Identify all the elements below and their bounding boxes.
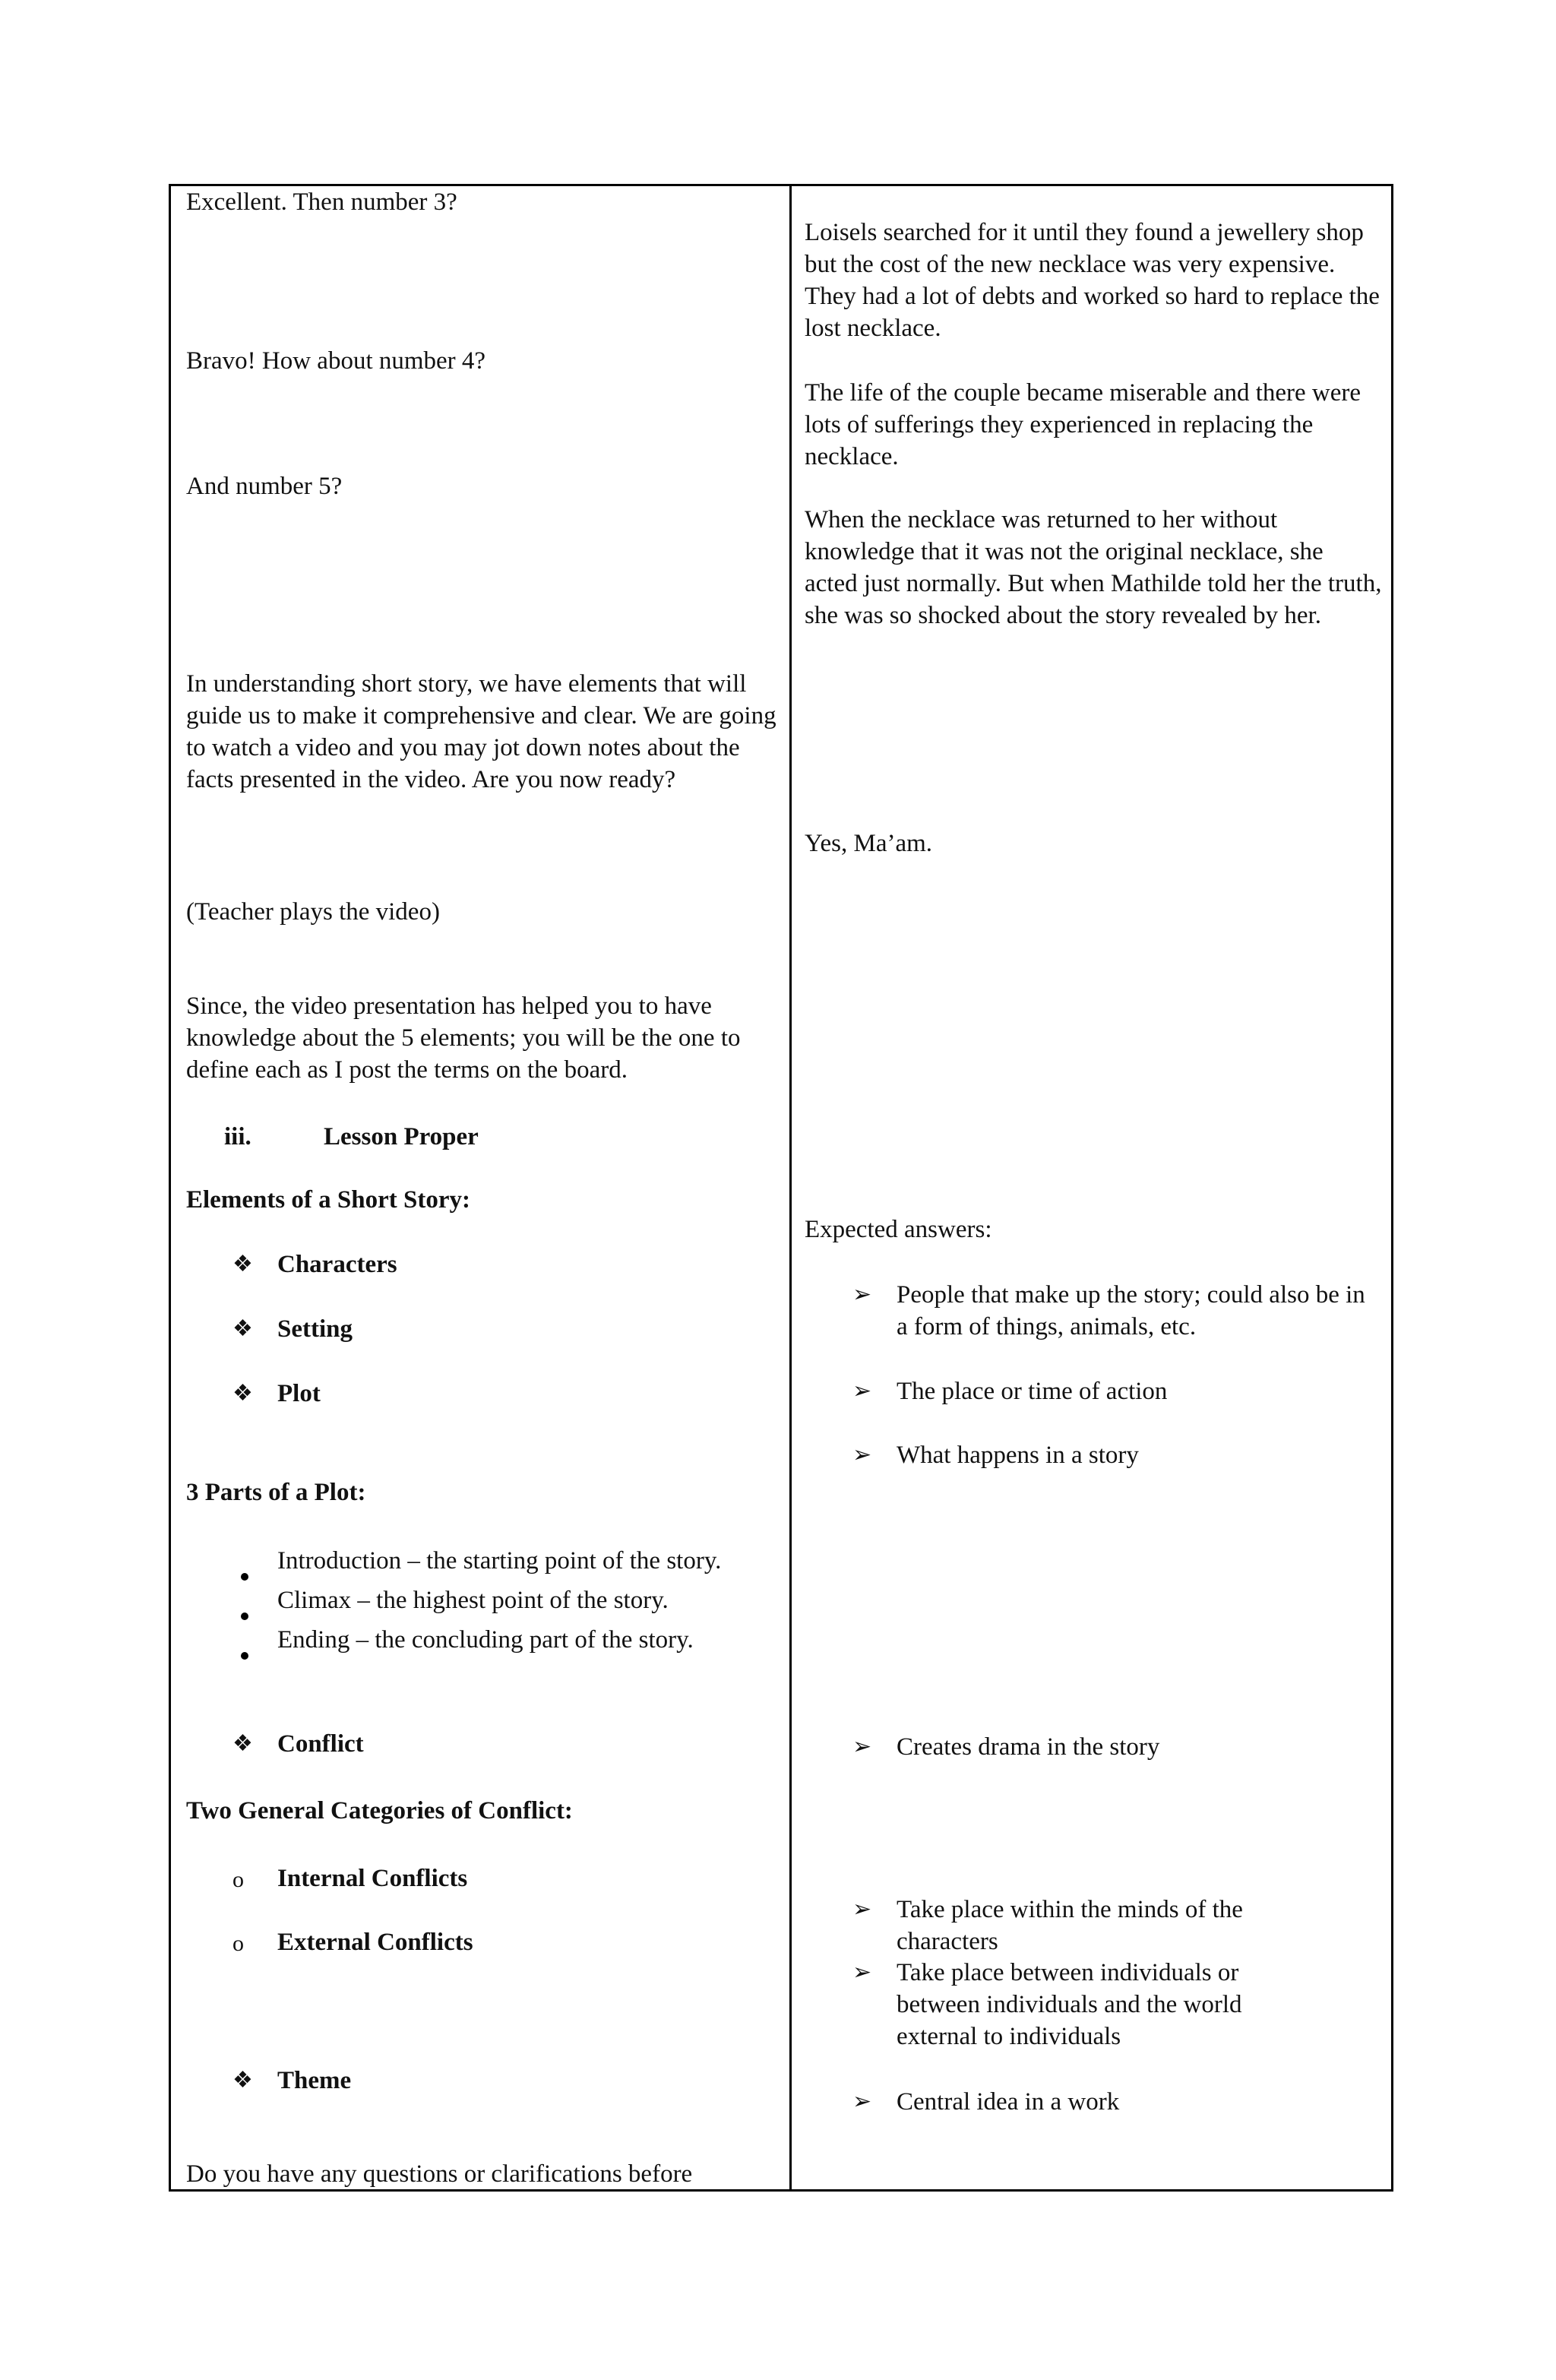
student-answer-4: The life of the couple became miserable and there were lots of sufferings they experienced in replacing the necklace. bbox=[805, 379, 1362, 470]
diamond-bullet-icon: ❖ bbox=[232, 2068, 253, 2093]
plot-part-introduction: Introduction – the starting point of the story. bbox=[277, 1547, 722, 1575]
lesson-table bbox=[169, 184, 1393, 2192]
arrow-bullet-icon: ➢ bbox=[852, 1960, 872, 1985]
answer-external-conflict: Take place between individuals or between individuals and the world external to individuals bbox=[897, 1959, 1242, 2050]
student-ready-reply: Yes, Ma’am. bbox=[805, 830, 933, 857]
diamond-bullet-icon: ❖ bbox=[232, 1381, 253, 1406]
teacher-line-number-4: Bravo! How about number 4? bbox=[186, 347, 486, 375]
diamond-bullet-icon: ❖ bbox=[232, 1731, 253, 1756]
element-setting: Setting bbox=[277, 1315, 353, 1343]
arrow-bullet-icon: ➢ bbox=[852, 1442, 872, 1467]
closing-question: Do you have any questions or clarifications before bbox=[186, 2160, 693, 2188]
answer-characters: People that make up the story; could also be in a form of things, animals, etc. bbox=[897, 1281, 1365, 1340]
plot-parts-heading: 3 Parts of a Plot: bbox=[186, 1479, 366, 1506]
student-column bbox=[792, 186, 1391, 2189]
arrow-bullet-icon: ➢ bbox=[852, 1734, 872, 1759]
expected-answers-heading: Expected answers: bbox=[805, 1216, 992, 1243]
student-answer-3: Loisels searched for it until they found a jewellery shop but the cost of the new necklace was very expensive. They had a lot of debts and worked so hard to replace the lost necklace. bbox=[805, 219, 1380, 342]
answer-internal-conflict: Take place within the minds of the characters bbox=[897, 1896, 1243, 1955]
bullet-dot-icon bbox=[241, 1597, 248, 1629]
circle-bullet-icon: o bbox=[232, 1931, 244, 1956]
bullet-dot-icon bbox=[241, 1637, 248, 1669]
bullet-dot-icon bbox=[241, 1558, 248, 1590]
answer-setting: The place or time of action bbox=[897, 1378, 1168, 1405]
section-numeral: iii. bbox=[224, 1123, 251, 1150]
conflict-internal: Internal Conflicts bbox=[277, 1865, 468, 1892]
teacher-line-number-5: And number 5? bbox=[186, 473, 343, 500]
diamond-bullet-icon: ❖ bbox=[232, 1316, 253, 1341]
element-plot: Plot bbox=[277, 1380, 321, 1407]
arrow-bullet-icon: ➢ bbox=[852, 1282, 872, 1307]
diamond-bullet-icon: ❖ bbox=[232, 1252, 253, 1277]
answer-conflict: Creates drama in the story bbox=[897, 1733, 1160, 1761]
answer-theme: Central idea in a work bbox=[897, 2088, 1120, 2116]
circle-bullet-icon: o bbox=[232, 1867, 244, 1892]
conflict-categories-heading: Two General Categories of Conflict: bbox=[186, 1797, 573, 1825]
conflict-external: External Conflicts bbox=[277, 1929, 473, 1956]
teacher-define-elements: Since, the video presentation has helped you to have knowledge about the 5 elements; you will be the one to define each as I post the terms on the board. bbox=[186, 992, 741, 1084]
elements-heading: Elements of a Short Story: bbox=[186, 1186, 470, 1214]
plot-part-climax: Climax – the highest point of the story. bbox=[277, 1587, 669, 1614]
element-characters: Characters bbox=[277, 1251, 397, 1278]
arrow-bullet-icon: ➢ bbox=[852, 1897, 872, 1922]
element-theme: Theme bbox=[277, 2067, 352, 2094]
teacher-line-number-3: Excellent. Then number 3? bbox=[186, 188, 457, 216]
section-title: Lesson Proper bbox=[324, 1123, 479, 1150]
teacher-column bbox=[171, 186, 792, 2189]
answer-plot: What happens in a story bbox=[897, 1442, 1139, 1469]
teacher-video-intro: In understanding short story, we have elements that will guide us to make it comprehensive and clear. We are going to watch a video and you may jot down notes about the facts presented in the video. Are you now ready? bbox=[186, 670, 776, 793]
arrow-bullet-icon: ➢ bbox=[852, 1378, 872, 1404]
student-answer-5: When the necklace was returned to her without knowledge that it was not the original necklace, she acted just normally. But when Mathilde told her the truth, she was so shocked about the story revealed by her. bbox=[805, 506, 1382, 629]
teacher-plays-video: (Teacher plays the video) bbox=[186, 898, 440, 926]
arrow-bullet-icon: ➢ bbox=[852, 2089, 872, 2114]
plot-part-ending: Ending – the concluding part of the story. bbox=[277, 1626, 694, 1654]
element-conflict: Conflict bbox=[277, 1730, 364, 1758]
